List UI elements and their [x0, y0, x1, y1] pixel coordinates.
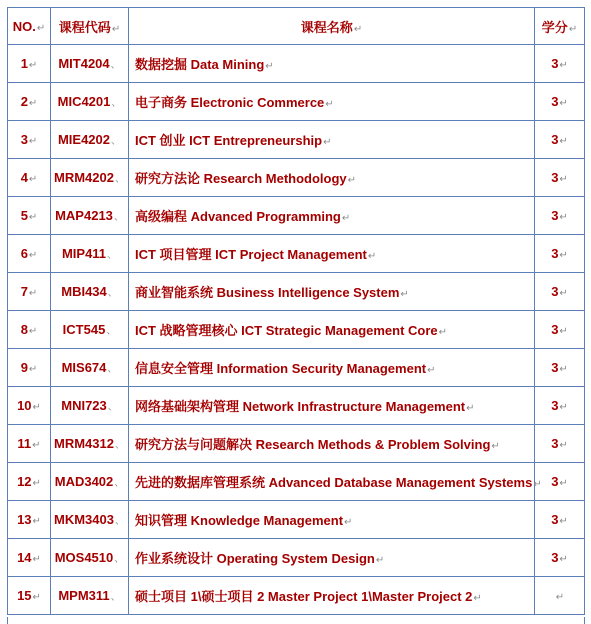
cell-name-text: 知识管理 Knowledge Management — [135, 513, 344, 528]
cell-no-text: 5 — [20, 208, 28, 223]
table-row — [8, 311, 585, 349]
paragraph-mark-icon: ↵ — [28, 60, 38, 71]
table-row — [8, 539, 585, 577]
cell-no — [8, 311, 51, 349]
paragraph-mark-icon: ↵ — [438, 327, 448, 338]
cell-no-text: 3 — [20, 132, 28, 147]
table-row — [8, 273, 585, 311]
cell-name — [129, 273, 535, 311]
cell-no — [8, 273, 51, 311]
cell-code-text: MAP4213 — [55, 208, 113, 223]
cell-no — [8, 235, 51, 273]
cell-name — [129, 501, 535, 539]
cell-name-text: 研究方法论 Research Methodology — [135, 171, 347, 186]
paragraph-mark-icon: ↵ — [28, 212, 38, 223]
paragraph-mark-icon: ↵ — [32, 516, 41, 527]
cell-no-text: 14 — [17, 550, 32, 565]
cell-code-text: MNI723 — [61, 398, 107, 413]
paragraph-mark-icon: ↵ — [353, 23, 363, 35]
cell-name-text: 硕士项目 1\硕士项目 2 Master Project 1\Master Project 2 — [135, 589, 473, 604]
cell-no-text: 1 — [20, 56, 28, 71]
paragraph-mark-icon: ↵ — [559, 212, 568, 223]
cell-credits — [535, 197, 585, 235]
cell-code-text: MIS674 — [61, 360, 107, 375]
cell-code — [51, 197, 129, 235]
paragraph-mark-icon: ↵ — [559, 364, 568, 375]
end-of-cell-icon: 、 — [114, 440, 125, 451]
cell-name — [129, 45, 535, 83]
cell-name-text: 网络基础架构管理 Network Infrastructure Management — [135, 399, 466, 414]
cell-credits — [535, 349, 585, 387]
paragraph-mark-icon: ↵ — [265, 61, 274, 72]
cell-credits — [535, 121, 585, 159]
cell-credits-text: 3 — [551, 208, 559, 223]
paragraph-mark-icon: ↵ — [344, 517, 353, 528]
table-row — [8, 577, 585, 615]
cell-credits-text: 3 — [551, 94, 559, 109]
paragraph-mark-icon: ↵ — [559, 554, 568, 565]
cell-code-text: MIT4204 — [58, 56, 110, 71]
paragraph-mark-icon: ↵ — [559, 516, 568, 527]
paragraph-mark-icon: ↵ — [568, 23, 578, 35]
table-row — [8, 387, 585, 425]
paragraph-mark-icon: ↵ — [325, 99, 334, 110]
cell-credits — [535, 577, 585, 615]
cell-credits-text: 3 — [551, 360, 559, 375]
cell-credits-text: 3 — [551, 284, 559, 299]
cell-credits-text: 3 — [551, 170, 559, 185]
table-row — [8, 349, 585, 387]
table-row — [8, 121, 585, 159]
paragraph-mark-icon: ↵ — [28, 136, 38, 147]
cell-credits — [535, 273, 585, 311]
cell-code — [51, 45, 129, 83]
cell-credits-text: 3 — [551, 474, 559, 489]
paragraph-mark-icon: ↵ — [559, 98, 568, 109]
cell-code-text: MOS4510 — [54, 550, 114, 565]
cell-no-text: 12 — [17, 474, 32, 489]
cell-credits — [535, 501, 585, 539]
end-of-cell-icon: 、 — [110, 60, 121, 71]
paragraph-mark-icon: ↵ — [559, 478, 568, 489]
cell-name-text: ICT 项目管理 ICT Project Management — [135, 247, 367, 262]
paragraph-mark-icon: ↵ — [559, 136, 568, 147]
paragraph-mark-icon: ↵ — [559, 60, 568, 71]
cell-no-text: 10 — [17, 398, 32, 413]
end-of-cell-icon: 、 — [107, 250, 118, 261]
cell-credits — [535, 425, 585, 463]
cell-name-text: 作业系统设计 Operating System Design — [135, 551, 375, 566]
paragraph-mark-icon: ↵ — [32, 592, 41, 603]
cell-name — [129, 83, 535, 121]
cell-code-text: MIP411 — [61, 246, 107, 261]
table-continuation — [7, 617, 585, 624]
cell-credits — [535, 235, 585, 273]
cell-credits-text: 3 — [551, 56, 559, 71]
cell-name-text: ICT 战略管理核心 ICT Strategic Management Core — [135, 323, 438, 338]
cell-no — [8, 159, 51, 197]
cell-credits-text: 3 — [551, 322, 559, 337]
header-name — [129, 8, 535, 45]
paragraph-mark-icon: ↵ — [323, 137, 332, 148]
cell-name — [129, 311, 535, 349]
paragraph-mark-icon: ↵ — [559, 326, 568, 337]
cell-name — [129, 425, 535, 463]
cell-code-text: ICT545 — [62, 322, 106, 337]
paragraph-mark-icon: ↵ — [427, 365, 436, 376]
cell-name-text: 数据挖掘 Data Mining — [135, 57, 265, 72]
table-row — [8, 83, 585, 121]
end-of-cell-icon: 、 — [107, 288, 118, 299]
paragraph-mark-icon: ↵ — [367, 251, 377, 262]
cell-name-text: ICT 创业 ICT Entrepreneurship — [135, 133, 323, 148]
cell-no — [8, 501, 51, 539]
cell-code — [51, 463, 129, 501]
cell-code — [51, 349, 129, 387]
table-row — [8, 463, 585, 501]
cell-name-text: 研究方法与问题解决 Research Methods & Problem Solving — [135, 437, 491, 452]
paragraph-mark-icon: ↵ — [32, 478, 41, 489]
table-header-row — [8, 8, 585, 45]
cell-name-text: 电子商务 Electronic Commerce — [135, 95, 325, 110]
cell-no-text: 11 — [17, 436, 32, 451]
cell-credits — [535, 83, 585, 121]
cell-no-text: 15 — [17, 588, 32, 603]
cell-credits — [535, 463, 585, 501]
course-table — [7, 7, 585, 615]
paragraph-mark-icon: ↵ — [555, 592, 565, 603]
cell-no-text: 7 — [20, 284, 28, 299]
table-row — [8, 425, 585, 463]
cell-no-text: 6 — [20, 246, 28, 261]
paragraph-mark-icon: ↵ — [32, 440, 41, 451]
cell-no — [8, 387, 51, 425]
cell-name — [129, 463, 542, 501]
cell-name — [129, 197, 535, 235]
cell-no — [8, 121, 51, 159]
end-of-cell-icon: 、 — [107, 364, 118, 375]
cell-code-text: MIE4202 — [57, 132, 111, 147]
cell-code-text: MRM4202 — [54, 170, 114, 185]
cell-name-text: 先进的数据库管理系统 Advanced Database Management Systems — [135, 475, 533, 490]
paragraph-mark-icon: ↵ — [559, 288, 568, 299]
cell-code — [51, 121, 129, 159]
header-no-label: NO. — [12, 18, 36, 34]
table-row — [8, 197, 585, 235]
end-of-cell-icon: 、 — [107, 402, 118, 413]
header-credits — [535, 8, 585, 45]
end-of-cell-icon: 、 — [111, 136, 122, 147]
cell-code — [51, 501, 129, 539]
cell-name — [129, 577, 535, 615]
paragraph-mark-icon: ↵ — [32, 402, 41, 413]
end-of-cell-icon: 、 — [114, 554, 125, 565]
cell-no — [8, 197, 51, 235]
cell-no — [8, 463, 51, 501]
end-of-cell-icon: 、 — [111, 98, 122, 109]
end-of-cell-icon: 、 — [114, 478, 125, 489]
cell-name — [129, 121, 535, 159]
paragraph-mark-icon: ↵ — [559, 402, 568, 413]
cell-code — [51, 539, 129, 577]
cell-no — [8, 45, 51, 83]
paragraph-mark-icon: ↵ — [36, 22, 46, 34]
cell-name-text: 信息安全管理 Information Security Management — [135, 361, 427, 376]
cell-no-text: 8 — [20, 322, 28, 337]
end-of-cell-icon: 、 — [114, 516, 125, 527]
table-row — [8, 159, 585, 197]
header-credits-label: 学分 — [541, 19, 568, 35]
cell-name — [129, 539, 535, 577]
end-of-cell-icon: 、 — [114, 174, 125, 185]
cell-no — [8, 349, 51, 387]
cell-credits-text: 3 — [551, 512, 559, 527]
cell-code — [51, 273, 129, 311]
cell-no-text: 13 — [17, 512, 32, 527]
cell-credits-text: 3 — [551, 398, 559, 413]
cell-no-text: 4 — [20, 170, 28, 185]
cell-code-text: MKM3403 — [54, 512, 114, 527]
cell-code-text: MAD3402 — [54, 474, 114, 489]
cell-credits — [535, 387, 585, 425]
cell-code — [51, 425, 129, 463]
cell-code-text: MRM4312 — [54, 436, 114, 451]
paragraph-mark-icon: ↵ — [347, 175, 357, 186]
cell-name-text: 高级编程 Advanced Programming — [135, 209, 341, 224]
paragraph-mark-icon: ↵ — [28, 288, 38, 299]
cell-name — [129, 235, 535, 273]
cell-credits — [535, 311, 585, 349]
paragraph-mark-icon: ↵ — [111, 23, 121, 35]
paragraph-mark-icon: ↵ — [559, 440, 568, 451]
header-code — [51, 8, 129, 45]
cell-code — [51, 311, 129, 349]
cell-name — [129, 387, 535, 425]
table-row — [8, 501, 585, 539]
cell-credits-text: 3 — [551, 436, 559, 451]
paragraph-mark-icon: ↵ — [32, 554, 41, 565]
paragraph-mark-icon: ↵ — [28, 174, 38, 185]
cell-code — [51, 235, 129, 273]
course-rows — [8, 45, 585, 615]
end-of-cell-icon: 、 — [113, 212, 124, 223]
paragraph-mark-icon: ↵ — [375, 555, 385, 566]
cell-no — [8, 425, 51, 463]
cell-credits-text: 3 — [551, 132, 559, 147]
paragraph-mark-icon: ↵ — [400, 289, 409, 300]
cell-no — [8, 539, 51, 577]
cell-code-text: MPM311 — [58, 588, 110, 603]
cell-credits — [535, 539, 585, 577]
paragraph-mark-icon: ↵ — [28, 326, 38, 337]
header-name-label: 课程名称 — [300, 19, 353, 35]
cell-code-text: MIC4201 — [57, 94, 111, 109]
paragraph-mark-icon: ↵ — [559, 250, 568, 261]
paragraph-mark-icon: ↵ — [559, 174, 568, 185]
paragraph-mark-icon: ↵ — [28, 364, 38, 375]
table-row — [8, 45, 585, 83]
cell-name-text: 商业智能系统 Business Intelligence System — [135, 285, 400, 300]
header-code-label: 课程代码 — [58, 19, 111, 35]
cell-name — [129, 159, 535, 197]
cell-no — [8, 577, 51, 615]
paragraph-mark-icon: ↵ — [491, 441, 500, 452]
paragraph-mark-icon: ↵ — [533, 479, 542, 490]
cell-code-text: MBI434 — [61, 284, 107, 299]
paragraph-mark-icon: ↵ — [28, 98, 38, 109]
cell-code — [51, 159, 129, 197]
cell-credits — [535, 45, 585, 83]
paragraph-mark-icon: ↵ — [28, 250, 38, 261]
cell-code — [51, 387, 129, 425]
paragraph-mark-icon: ↵ — [466, 403, 475, 414]
end-of-cell-icon: 、 — [110, 592, 121, 603]
cell-credits-text: 3 — [551, 550, 559, 565]
cell-credits-text: 3 — [551, 246, 559, 261]
header-no — [8, 8, 51, 45]
table-row — [8, 235, 585, 273]
cell-name — [129, 349, 535, 387]
cell-no-text: 9 — [20, 360, 28, 375]
end-of-cell-icon: 、 — [106, 326, 117, 337]
paragraph-mark-icon: ↵ — [341, 213, 351, 224]
cell-code — [51, 577, 129, 615]
cell-no — [8, 83, 51, 121]
paragraph-mark-icon: ↵ — [473, 593, 482, 604]
cell-credits — [535, 159, 585, 197]
cell-no-text: 2 — [20, 94, 28, 109]
cell-code — [51, 83, 129, 121]
